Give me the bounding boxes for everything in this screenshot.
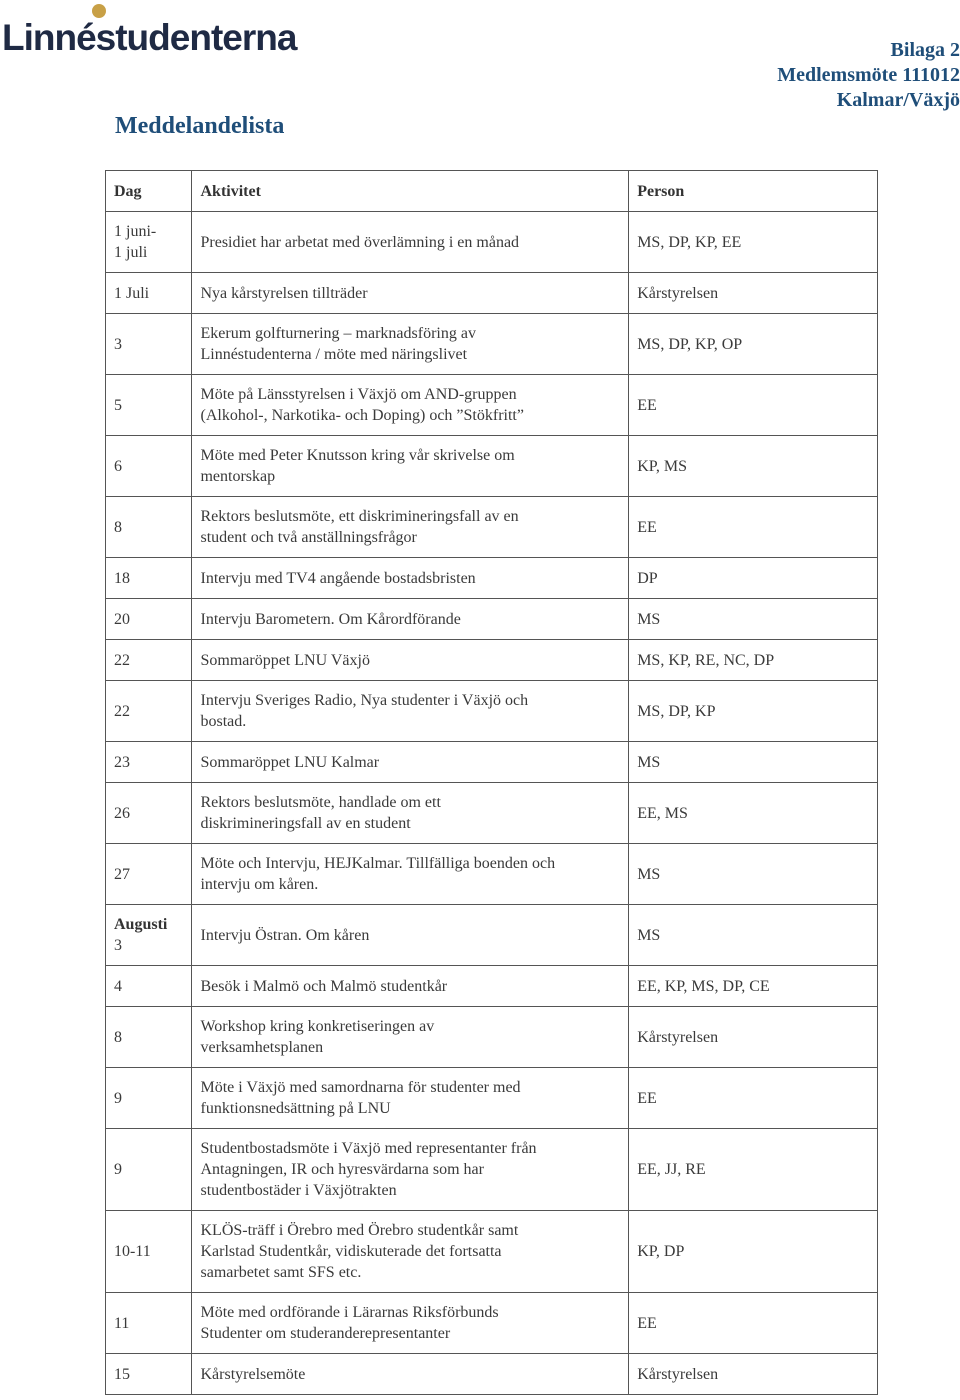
day-value: 3 <box>114 335 122 353</box>
column-header-person: Person <box>629 171 878 212</box>
cell-dag <box>106 375 192 436</box>
day-value: 5 <box>114 396 122 414</box>
cell-person: Kårstyrelsen <box>629 273 878 314</box>
cell-aktivitet: Rektors beslutsmöte, handlade om ett diskrimineringsfall av en student <box>192 783 629 844</box>
linnestudenterna-logo <box>2 2 322 54</box>
table-row <box>106 966 878 1007</box>
cell-person: KP, DP <box>629 1211 878 1293</box>
location-label: Kalmar/Växjö <box>836 89 960 111</box>
cell-dag <box>106 497 192 558</box>
table-row <box>106 1211 878 1293</box>
cell-dag <box>106 681 192 742</box>
day-value: 4 <box>114 977 122 995</box>
day-value: 22 <box>114 702 130 720</box>
cell-dag <box>106 1068 192 1129</box>
cell-aktivitet: Rektors beslutsmöte, ett diskrimineringsfall av en student och två anställningsfrågor <box>192 497 629 558</box>
day-value: 27 <box>114 865 130 883</box>
cell-aktivitet: Intervju Sveriges Radio, Nya studenter i Växjö och bostad. <box>192 681 629 742</box>
cell-aktivitet: Intervju med TV4 angående bostadsbristen <box>192 558 629 599</box>
day-value: 3 <box>114 937 122 954</box>
table-row <box>106 558 878 599</box>
cell-aktivitet: Sommaröppet LNU Växjö <box>192 640 629 681</box>
cell-aktivitet: Möte med Peter Knutsson kring vår skrivelse om mentorskap <box>192 436 629 497</box>
cell-aktivitet: Studentbostadsmöte i Växjö med representanter från Antagningen, IR och hyresvärdarna som har studentbostäder i Växjötrakten <box>192 1129 629 1211</box>
cell-dag <box>106 742 192 783</box>
day-value: 8 <box>114 1028 122 1046</box>
cell-person: EE <box>629 375 878 436</box>
cell-person: Kårstyrelsen <box>629 1007 878 1068</box>
cell-aktivitet: Besök i Malmö och Malmö studentkår <box>192 966 629 1007</box>
cell-aktivitet: Kårstyrelsemöte <box>192 1354 629 1395</box>
logo-wordmark: Linnéstudenterna <box>2 17 297 54</box>
cell-dag <box>106 1211 192 1293</box>
table-row <box>106 1007 878 1068</box>
cell-aktivitet: Nya kårstyrelsen tillträder <box>192 273 629 314</box>
cell-person: EE <box>629 1293 878 1354</box>
day-value: 8 <box>114 518 122 536</box>
page-title: Meddelandelista <box>115 113 285 139</box>
cell-aktivitet: KLÖS-träff i Örebro med Örebro studentkår samt Karlstad Studentkår, vidiskuterade det fortsatta samarbetet samt SFS etc. <box>192 1211 629 1293</box>
cell-dag <box>106 783 192 844</box>
cell-dag <box>106 558 192 599</box>
table-row <box>106 1068 878 1129</box>
table-row <box>106 640 878 681</box>
table-row <box>106 1293 878 1354</box>
day-value: 9 <box>114 1089 122 1107</box>
cell-person: MS <box>629 905 878 966</box>
cell-dag <box>106 905 192 966</box>
cell-person: MS, KP, RE, NC, DP <box>629 640 878 681</box>
meeting-label: Medlemsmöte 111012 <box>777 64 960 86</box>
cell-person: EE <box>629 497 878 558</box>
table-row <box>106 375 878 436</box>
cell-dag <box>106 1007 192 1068</box>
cell-person: EE <box>629 1068 878 1129</box>
table-row <box>106 905 878 966</box>
table-row <box>106 436 878 497</box>
cell-person: MS, DP, KP, EE <box>629 212 878 273</box>
cell-dag <box>106 640 192 681</box>
cell-person: EE, MS <box>629 783 878 844</box>
cell-person: KP, MS <box>629 436 878 497</box>
table-row <box>106 273 878 314</box>
cell-aktivitet: Ekerum golfturnering – marknadsföring av Linnéstudenterna / möte med näringslivet <box>192 314 629 375</box>
column-header-aktivitet: Aktivitet <box>192 171 629 212</box>
cell-aktivitet: Möte i Växjö med samordnarna för studenter med funktionsnedsättning på LNU <box>192 1068 629 1129</box>
cell-aktivitet: Möte på Länsstyrelsen i Växjö om AND-gruppen (Alkohol-, Narkotika- och Doping) och ”Stökfritt” <box>192 375 629 436</box>
day-value: 23 <box>114 753 130 771</box>
month-label: Augusti <box>114 916 168 933</box>
column-header-dag: Dag <box>106 171 192 212</box>
day-value: 1 Juli <box>114 284 150 302</box>
bilaga-label: Bilaga 2 <box>890 39 960 61</box>
cell-aktivitet: Intervju Östran. Om kåren <box>192 905 629 966</box>
cell-dag <box>106 436 192 497</box>
cell-dag <box>106 212 192 273</box>
cell-aktivitet: Möte med ordförande i Lärarnas Riksförbunds Studenter om studeranderepresentanter <box>192 1293 629 1354</box>
cell-dag <box>106 966 192 1007</box>
cell-person: MS, DP, KP, OP <box>629 314 878 375</box>
cell-person: MS, DP, KP <box>629 681 878 742</box>
table-row <box>106 599 878 640</box>
cell-aktivitet: Presidiet har arbetat med överlämning i en månad <box>192 212 629 273</box>
day-value: 1 juni- 1 juli <box>114 223 157 261</box>
cell-dag <box>106 599 192 640</box>
day-value: 10-11 <box>114 1243 151 1260</box>
cell-dag <box>106 273 192 314</box>
day-value: 18 <box>114 569 130 587</box>
document-reference <box>777 38 960 113</box>
cell-aktivitet: Sommaröppet LNU Kalmar <box>192 742 629 783</box>
day-value: 15 <box>114 1365 130 1383</box>
cell-dag <box>106 844 192 905</box>
logo <box>2 2 322 59</box>
table-row <box>106 497 878 558</box>
cell-dag <box>106 1129 192 1211</box>
cell-person: MS <box>629 844 878 905</box>
cell-dag <box>106 314 192 375</box>
cell-aktivitet: Workshop kring konkretiseringen av verksamhetsplanen <box>192 1007 629 1068</box>
cell-person: Kårstyrelsen <box>629 1354 878 1395</box>
cell-person: MS <box>629 742 878 783</box>
cell-aktivitet: Möte och Intervju, HEJKalmar. Tillfälliga boenden och intervju om kåren. <box>192 844 629 905</box>
table-row <box>106 742 878 783</box>
day-value: 6 <box>114 457 122 475</box>
table-row <box>106 314 878 375</box>
day-value: 26 <box>114 804 130 822</box>
cell-person: MS <box>629 599 878 640</box>
table-row <box>106 783 878 844</box>
day-value: 11 <box>114 1314 130 1332</box>
day-value: 20 <box>114 610 130 628</box>
table-row <box>106 1129 878 1211</box>
activity-table <box>105 170 878 1395</box>
cell-person: DP <box>629 558 878 599</box>
cell-dag <box>106 1293 192 1354</box>
table-row <box>106 212 878 273</box>
cell-person: EE, KP, MS, DP, CE <box>629 966 878 1007</box>
cell-person: EE, JJ, RE <box>629 1129 878 1211</box>
table-header-row <box>106 171 878 212</box>
cell-aktivitet: Intervju Barometern. Om Kårordförande <box>192 599 629 640</box>
cell-dag <box>106 1354 192 1395</box>
day-value: 9 <box>114 1161 122 1178</box>
table-row <box>106 1354 878 1395</box>
day-value: 22 <box>114 651 130 669</box>
table-row <box>106 681 878 742</box>
table-row <box>106 844 878 905</box>
